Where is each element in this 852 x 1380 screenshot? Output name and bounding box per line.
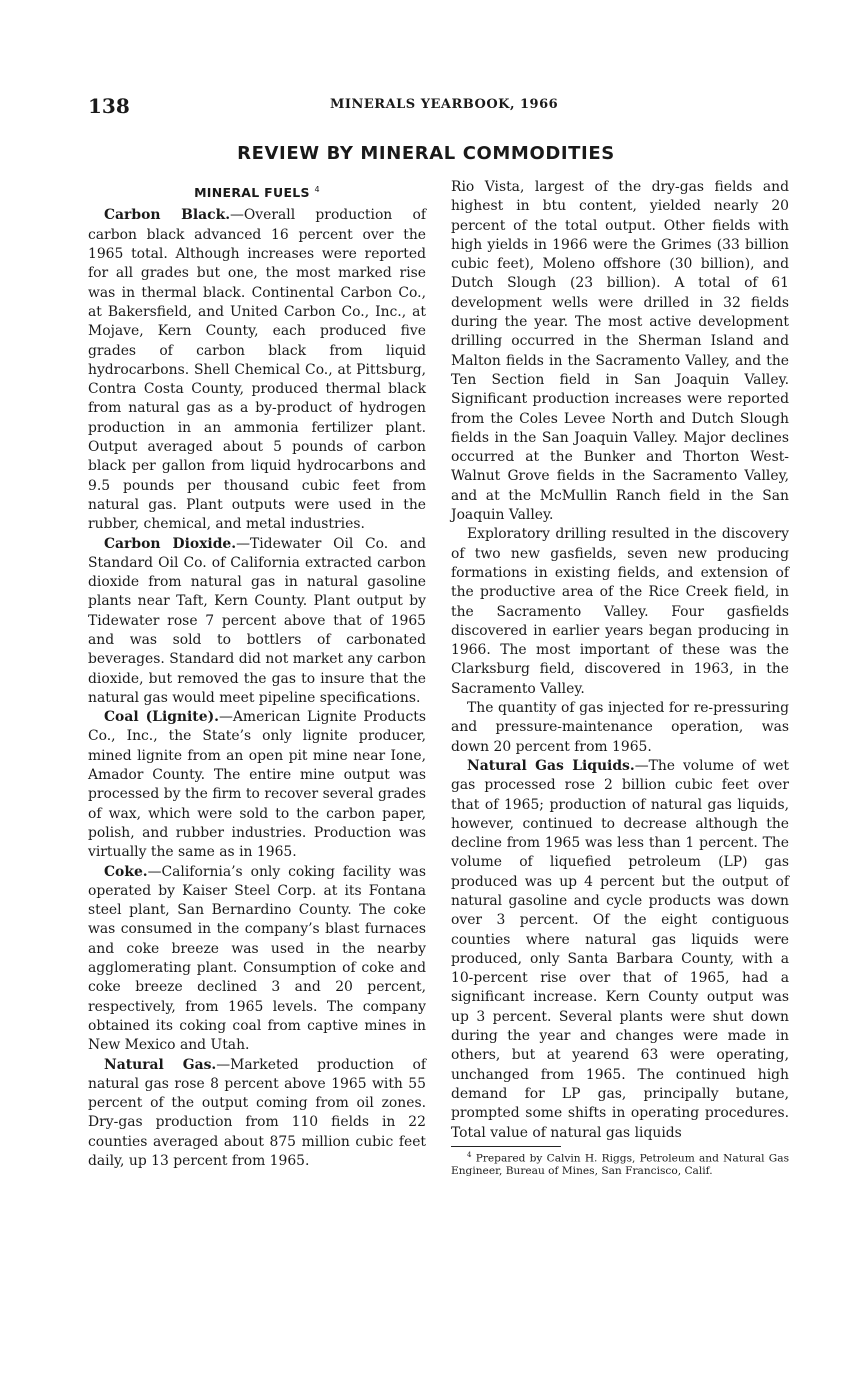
paragraph-coke [88, 863, 426, 1056]
paragraph-text: —Overall production of carbon black advanced 16 percent over the 1965 total. Although increases were reported for all grades but one, the most marked rise was in thermal black. Continental Carbon Co., at Bakersfield, and United Carbon Co., Inc., at Mojave, Kern County, each produced five grades of carbon black from liquid hydrocarbons. Shell Chemical Co., at Pittsburg, Contra Costa County, produced thermal black from natural gas as a by-product of hydrogen production in an ammonia fertilizer plant. Output averaged about 5 pounds of carbon black per gallon from liquid hydrocarbons and 9.5 pounds per thousand cubic feet from natural gas. Plant outputs were used in the rubber, chemical, and metal industries. [88, 207, 426, 533]
run-in-head-coke: Coke. [104, 863, 148, 880]
paragraph-text: —California’s only coking facility was operated by Kaiser Steel Corp. at its Fontana steel plant, San Bernardino County. The coke was consumed in the company’s blast furnaces and coke breeze was used in the nearby agglomerating plant. Consumption of coke and coke breeze declined 3 and 20 percent, respectively, from 1965 levels. The company obtained its coking coal from captive mines in New Mexico and Utah. [88, 863, 426, 1054]
footnote-mark: 4 [467, 1150, 472, 1159]
page-number: 138 [88, 94, 130, 118]
left-column [88, 178, 426, 1171]
paragraph-natural-gas-liquids [451, 757, 789, 1143]
run-in-head-carbon-dioxide: Carbon Dioxide. [104, 535, 237, 552]
paragraph-text: —The volume of wet gas processed rose 2 billion cubic feet over that of 1965; production of natural gas liquids, however, continued to decrease although the decline from 1965 was less than 1 percent. The volume of liquefied petroleum (LP) gas produced was up 4 percent but the output of natural gasoline and cycle products was down over 3 percent. Of the eight contiguous counties where natural gas liquids were produced, only Santa Barbara County, with a 10-percent rise over that of 1965, had a significant increase. Kern County output was up 3 percent. Several plants were shut down during the year and changes were made in others, but at yearend 63 were operating, unchanged from 1965. The continued high demand for LP gas, principally butane, prompted some shifts in operating procedures. Total value of natural gas liquids [451, 757, 789, 1141]
subsection-heading [88, 180, 426, 202]
run-in-head-natural-gas-liquids: Natural Gas Liquids. [467, 757, 635, 774]
running-title: MINERALS YEARBOOK, 1966 [330, 97, 559, 112]
paragraph-carbon-dioxide [88, 535, 426, 709]
footnote [451, 1149, 789, 1177]
paragraph-carbon-black [88, 206, 426, 534]
paragraph-natural-gas-continued: Rio Vista, largest of the dry-gas fields and highest in btu content, yielded nearly 20 percent of the total output. Other fields with high yields in 1966 were the Grimes (33 billion cubic feet), Moleno offshore (30 billion), and Dutch Slough (23 billion). A total of 61 development wells were drilled in 32 fields during the year. The most active development drilling occurred in the Sherman Island and Malton fields in the Sacramento Valley, and the Ten Section field in San Joaquin Valley. Significant production increases were reported from the Coles Levee North and Dutch Slough fields in the San Joaquin Valley. Major declines occurred at the Bunker and Thorton West-Walnut Grove fields in the Sacramento Valley, and at the McMullin Ranch field in the San Joaquin Valley. [451, 179, 789, 524]
run-in-head-natural-gas: Natural Gas. [104, 1056, 217, 1073]
run-in-head-carbon-black: Carbon Black. [104, 207, 231, 224]
footnote-reference: 4 [314, 185, 320, 194]
paragraph-gas-injected: The quantity of gas injected for re-pressuring and pressure-maintenance operation, was down 20 percent from 1965. [451, 700, 789, 755]
footnote-text: Prepared by Calvin H. Riggs, Petroleum and Natural Gas Engineer, Bureau of Mines, San Francisco, Calif. [451, 1152, 790, 1177]
paragraph-exploratory-drilling: Exploratory drilling resulted in the discovery of two new gasfields, seven new producing formations in existing fields, and extension of the productive area of the Rice Creek field, in the Sacramento Valley. Four gasfields discovered in earlier years began producing in 1966. The most important of these was the Clarksburg field, discovered in 1963, in the Sacramento Valley. [451, 526, 789, 697]
footnote-rule [451, 1146, 561, 1147]
section-title: REVIEW BY MINERAL COMMODITIES [237, 143, 615, 164]
paragraph-natural-gas [88, 1056, 426, 1172]
run-in-head-coal: Coal (Lignite). [104, 709, 219, 726]
paragraph-text: —Tidewater Oil Co. and Standard Oil Co. of California extracted carbon dioxide from natural gas in natural gasoline plants near Taft, Kern County. Plant output by Tidewater rose 7 percent above that of 1965 and was sold to bottlers of carbonated beverages. Standard did not market any carbon dioxide, but removed the gas to insure that the natural gas would meet pipeline specifications. [88, 535, 426, 706]
paragraph-text: —Marketed production of natural gas rose 8 percent above 1965 with 55 percent of the output coming from oil zones. Dry-gas production from 110 fields in 22 counties averaged about 875 million cubic feet daily, up 13 percent from 1965. [88, 1056, 426, 1169]
right-column [451, 178, 789, 1177]
paragraph-text: —American Lignite Products Co., Inc., the State’s only lignite producer, mined lignite from an open pit mine near Ione, Amador County. The entire mine output was processed by the firm to recover several grades of wax, which were sold to the carbon paper, polish, and rubber industries. Production was virtually the same as in 1965. [88, 709, 426, 861]
subsection-title: MINERAL FUELS [194, 185, 310, 201]
paragraph-coal [88, 708, 426, 862]
